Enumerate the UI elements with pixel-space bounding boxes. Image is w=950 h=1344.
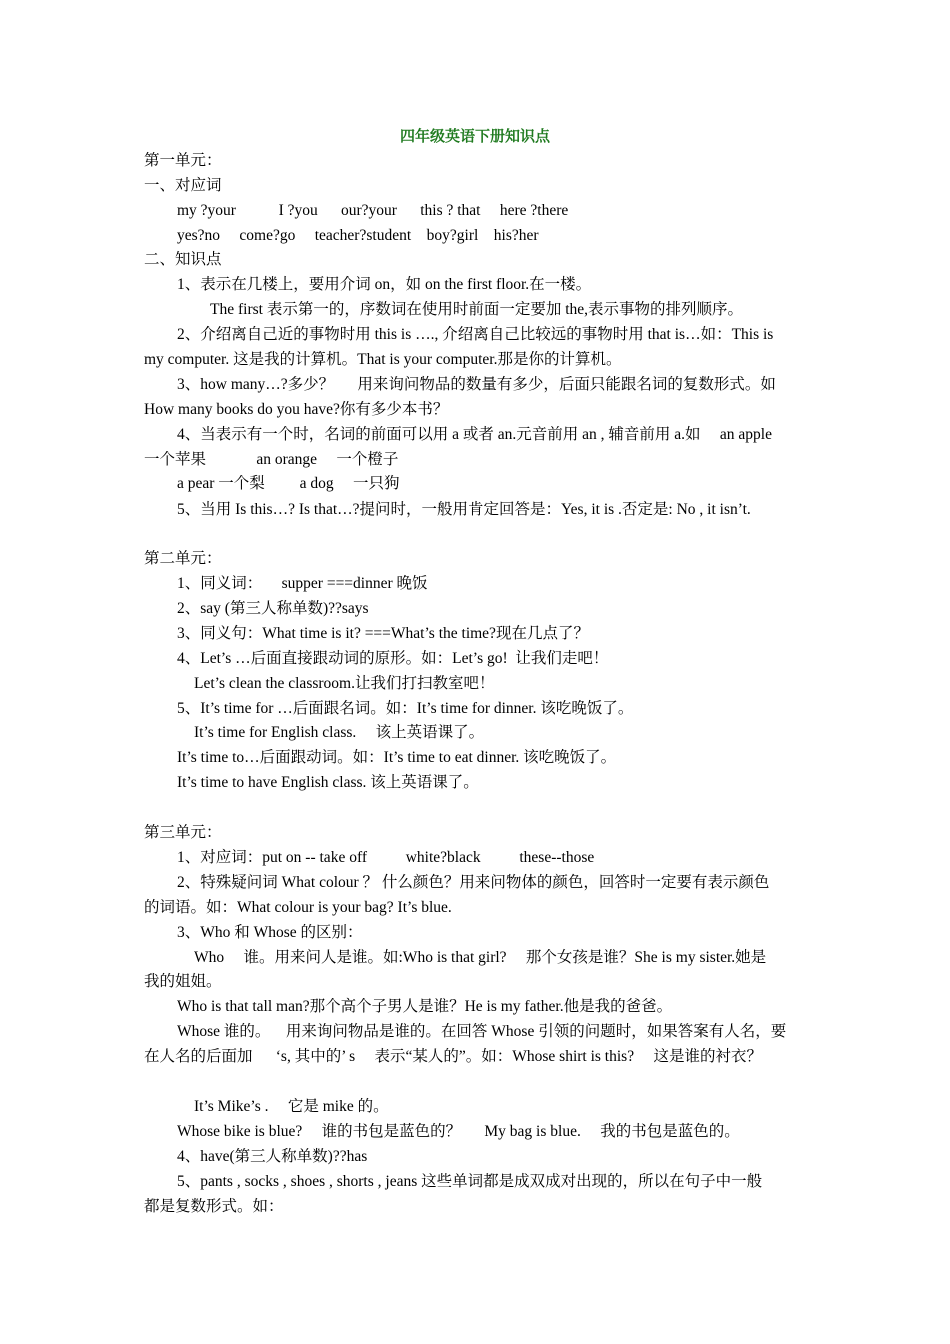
- text-line: 4、当表示有一个时，名词的前面可以用 a 或者 an.元音前用 an , 辅音前用 a.如 an apple: [177, 426, 772, 443]
- text-line: 5、pants , socks , shoes , shorts , jeans 这些单词都是成双成对出现的，所以在句子中一般: [177, 1173, 763, 1190]
- text-line: 5、当用 Is this…? Is that…?提问时，一般用肯定回答是：Yes, it is .否定是: No , it isn’t.: [177, 501, 751, 518]
- text-line: 1、同义词： supper ===dinner 晚饭: [177, 575, 428, 592]
- text-line: Whose 谁的。 用来询问物品是谁的。在回答 Whose 引领的问题时，如果答案有人名，要: [177, 1023, 787, 1040]
- text-line: 2、特殊疑问词 What colour ？ 什么颜色？用来问物体的颜色，回答时一定要有表示颜色: [177, 874, 770, 891]
- section-heading: 第三单元：: [144, 824, 222, 841]
- text-line: 3、同义句：What time is it? ===What’s the time?现在几点了？: [177, 625, 589, 642]
- text-line: Who is that tall man?那个高个子男人是谁？He is my father.他是我的爸爸。: [177, 998, 673, 1015]
- text-line: 在人名的后面加 ‘s, 其中的’ s 表示“某人的”。如：Whose shirt is this? 这是谁的衬衣？: [144, 1048, 762, 1065]
- text-line: 二、知识点: [144, 251, 222, 268]
- text-line: 3、Who 和 Whose 的区别：: [177, 924, 363, 941]
- text-line: Who 谁。用来问人是谁。如:Who is that girl? 那个女孩是谁？She is my sister.她是: [194, 949, 767, 966]
- text-line: It’s Mike’s . 它是 mike 的。: [194, 1098, 389, 1115]
- text-line: 3、how many…?多少？ 用来询问物品的数量有多少，后面只能跟名词的复数形式。如: [177, 376, 776, 393]
- text-line: my computer. 这是我的计算机。That is your computer.那是你的计算机。: [144, 351, 622, 368]
- text-line: How many books do you have?你有多少本书？: [144, 401, 449, 418]
- text-line: my ?your I ?you our?your this ? that here ?there: [177, 202, 569, 219]
- text-line: 一个苹果 an orange 一个橙子: [144, 451, 399, 468]
- text-line: 4、Let’s …后面直接跟动词的原形。如：Let’s go! 让我们走吧！: [177, 650, 609, 667]
- section-heading: 第二单元：: [144, 550, 222, 567]
- text-line: 都是复数形式。如：: [144, 1198, 284, 1215]
- text-line: 我的姐姐。: [144, 973, 222, 990]
- text-line: Let’s clean the classroom.让我们打扫教室吧！: [194, 675, 495, 692]
- text-line: 4、have(第三人称单数)??has: [177, 1148, 368, 1165]
- text-line: 一、对应词: [144, 177, 222, 194]
- text-line: 第一单元：: [144, 152, 222, 169]
- text-line: 2、介绍离自己近的事物时用 this is …., 介绍离自己比较远的事物时用 that is…如：This is: [177, 326, 774, 343]
- text-line: a pear 一个梨 a dog 一只狗: [177, 475, 400, 492]
- document-title: 四年级英语下册知识点: [399, 127, 550, 145]
- text-line: It’s time for English class. 该上英语课了。: [194, 724, 485, 741]
- text-line: 5、It’s time for …后面跟名词。如：It’s time for dinner. 该吃晚饭了。: [177, 700, 634, 717]
- text-line: The first 表示第一的，序数词在使用时前面一定要加 the,表示事物的排列顺序。: [210, 301, 744, 318]
- text-line: 的词语。如：What colour is your bag? It’s blue.: [144, 899, 452, 916]
- text-line: 1、表示在几楼上，要用介词 on，如 on the first floor.在一楼。: [177, 276, 592, 293]
- text-line: yes?no come?go teacher?student boy?girl his?her: [177, 227, 539, 244]
- text-line: It’s time to have English class. 该上英语课了。: [177, 774, 479, 791]
- text-line: It’s time to…后面跟动词。如：It’s time to eat dinner. 该吃晚饭了。: [177, 749, 617, 766]
- text-line: 2、say (第三人称单数)??says: [177, 600, 369, 617]
- text-line: Whose bike is blue? 谁的书包是蓝色的？ My bag is blue. 我的书包是蓝色的。: [177, 1123, 740, 1140]
- text-line: 1、对应词：put on -- take off white?black these--those: [177, 849, 595, 866]
